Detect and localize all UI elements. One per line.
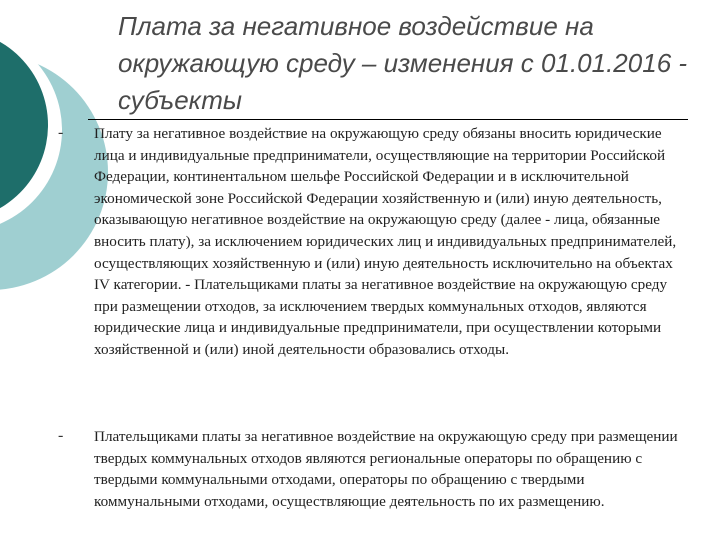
bullet-text-1: Плату за негативное воздействие на окружающую среду обязаны вносить юридические лица и индивидуальные предприниматели, осуществляющие на территории Российской Федерации, континентальном шельфе Российской Федерации и в исключительной экономической зоне Российской Федерации хозяйственную и (или) иную деятельность, оказывающую негативное воздействие на окружающую среду (далее - лица, обязанные вносить плату), за исключением юридических лиц и индивидуальных предпринимателей, осуществляющих хозяйственную и (или) иную деятельность исключительно на объектах IV категории. - Плательщиками платы за негативное воздействие на окружающую среду при размещении отходов, за исключением твердых коммунальных отходов, являются юридические лица и индивидуальные предприниматели, при осуществлении которыми хозяйственной и (или) иной деятельности образовались отходы. bbox=[94, 125, 677, 358]
title-divider bbox=[88, 119, 688, 120]
bullet-marker-2: - bbox=[58, 427, 64, 444]
slide-title: Плата за негативное воздействие на окружающую среду – изменения с 01.01.2016 - субъекты bbox=[118, 11, 688, 115]
bullet-text-2: Плательщиками платы за негативное воздействие на окружающую среду при размещении твердых коммунальных отходов являются региональные операторы по обращению с твердыми коммунальными отходами, операторы по обращению с твердыми коммунальными отходами, осуществляющие деятельность по их размещению. bbox=[94, 428, 678, 510]
bullet-marker-1: - bbox=[58, 124, 64, 141]
